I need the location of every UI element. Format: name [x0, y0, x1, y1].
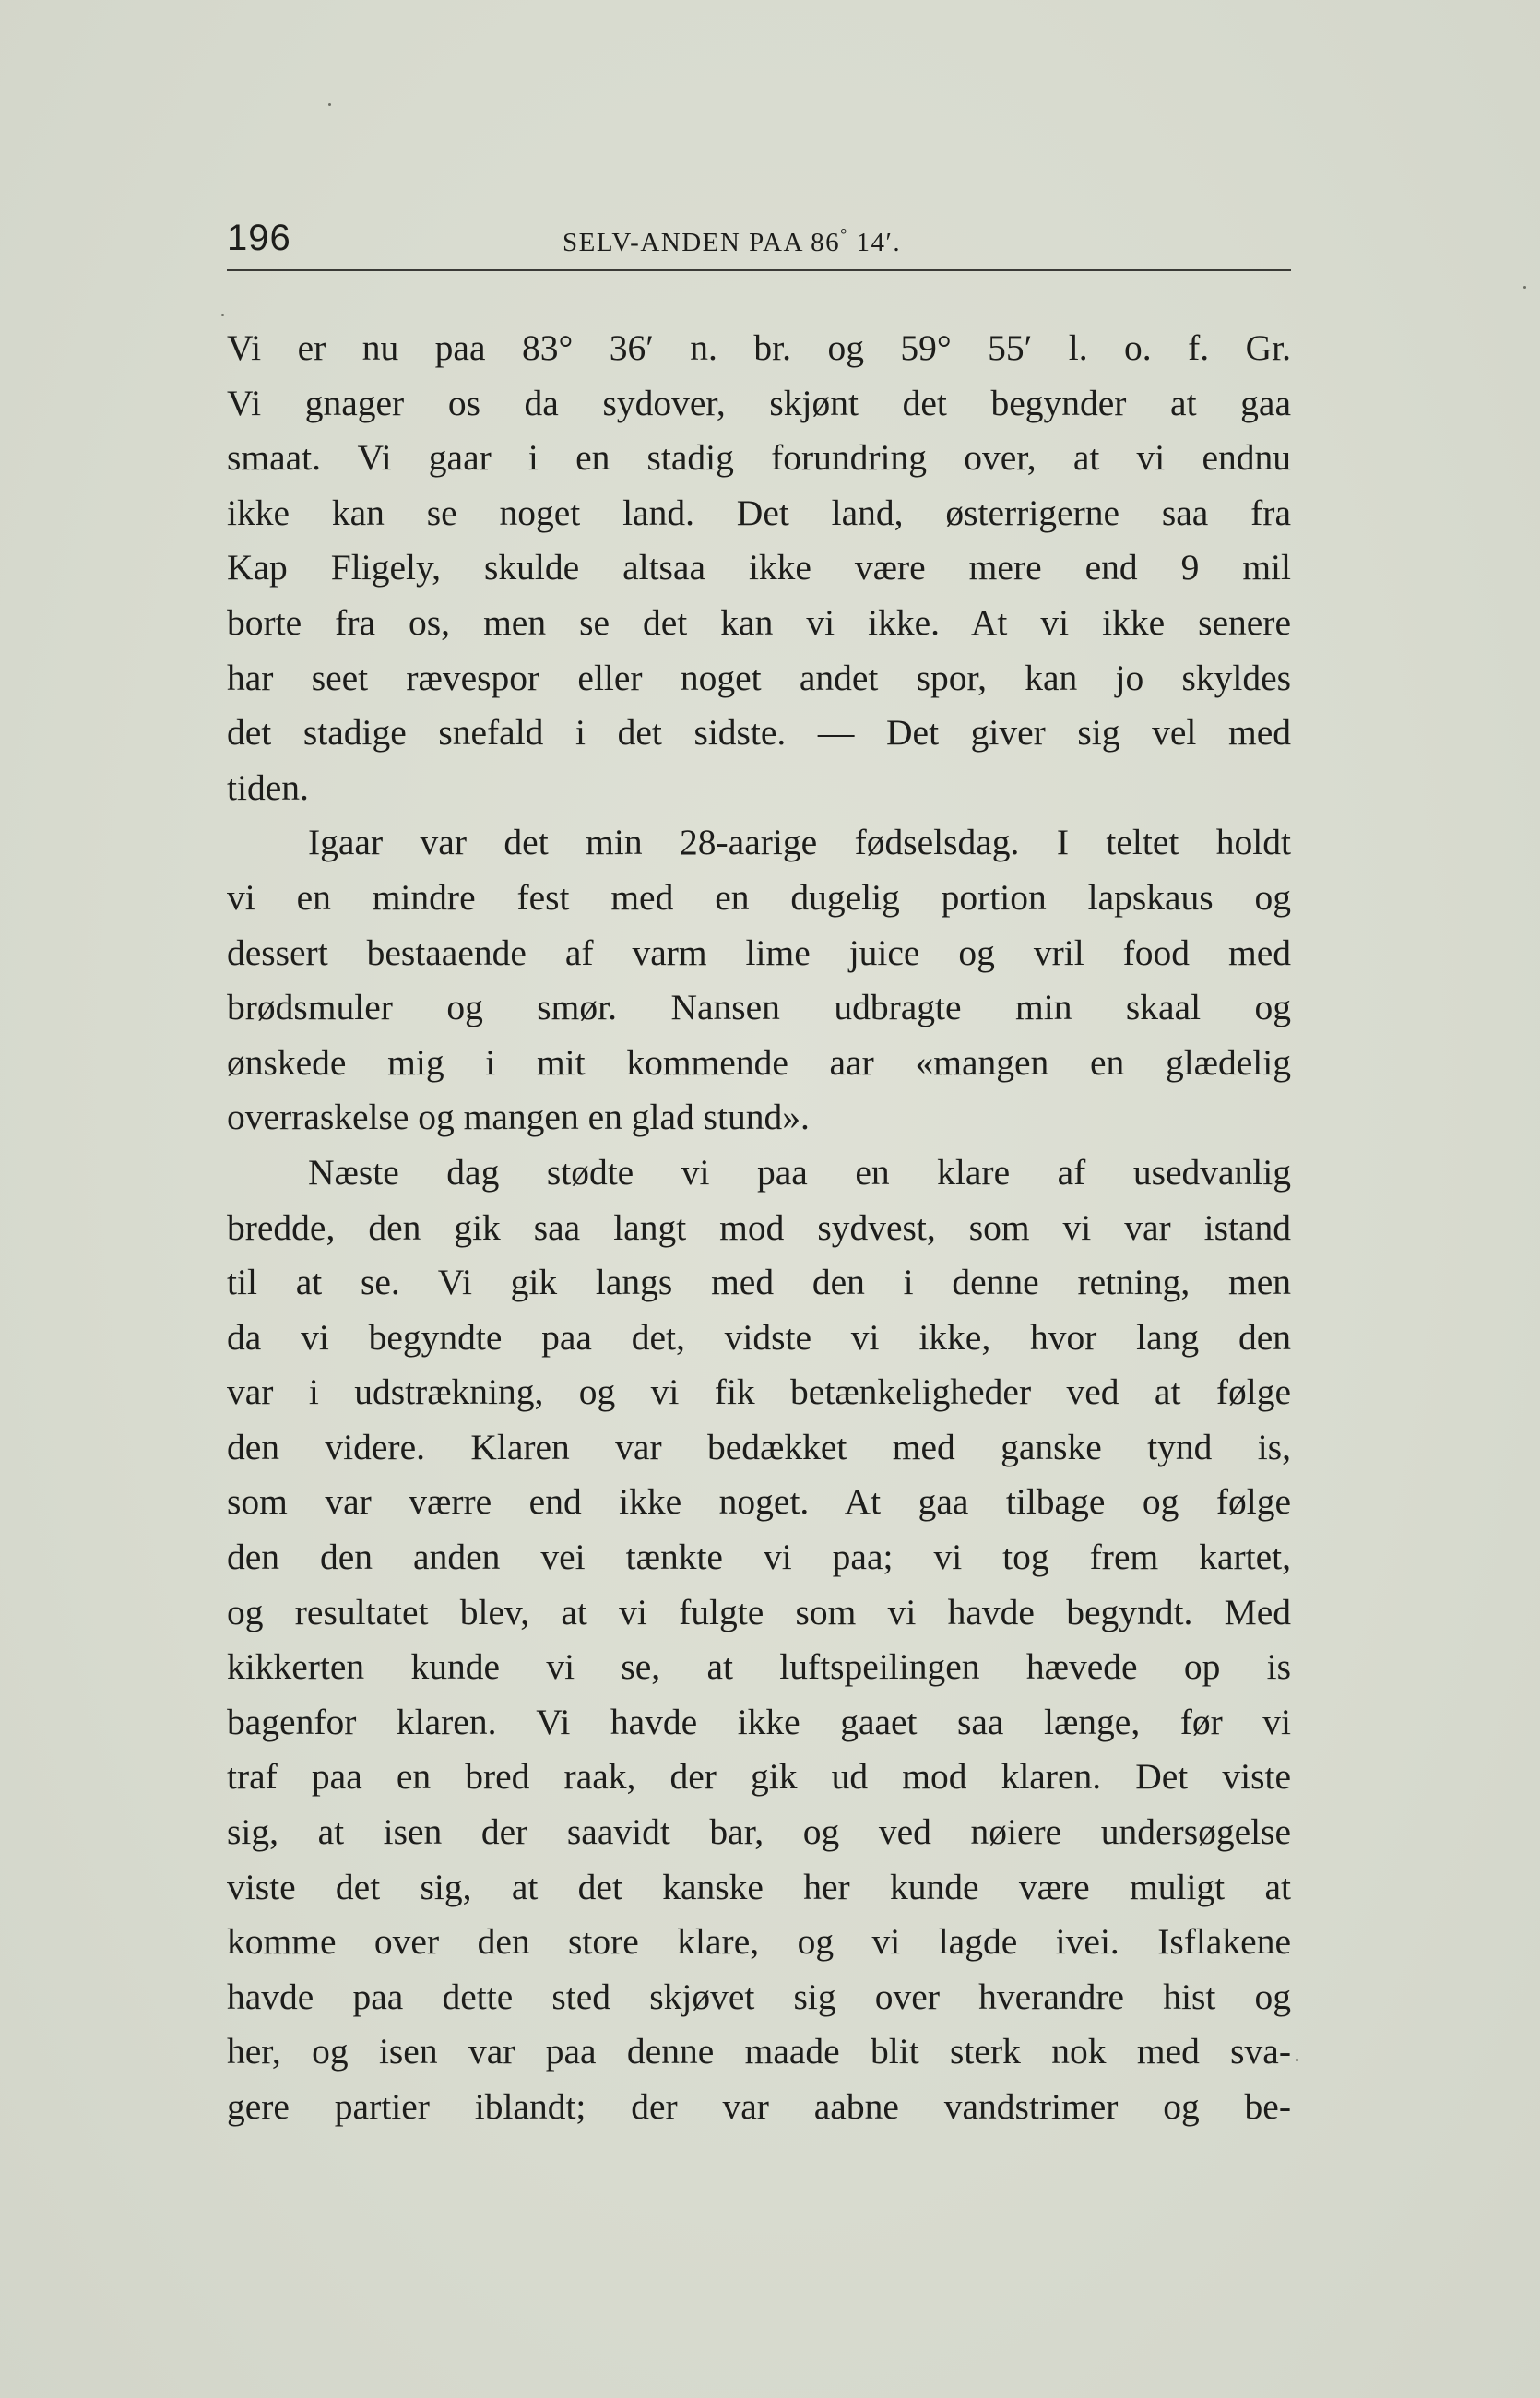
text-line: Næste dag stødte vi paa en klare af usedvanlig	[308, 1151, 1291, 1193]
text-line: har seet rævespor eller noget andet spor, kan jo skyldes	[227, 657, 1291, 698]
text-line: sig, at isen der saavidt bar, og ved nøiere undersøgelse	[227, 1811, 1291, 1853]
running-head-degree: °	[840, 225, 848, 243]
text-line: Vi er nu paa 83° 36′ n. br. og 59° 55′ l. o. f. Gr.	[227, 327, 1291, 368]
header-rule	[227, 269, 1291, 271]
paper-speck	[328, 103, 331, 106]
page-header	[227, 218, 1291, 266]
running-head-minutes: 14′.	[847, 228, 902, 257]
text-line: ikke kan se noget land. Det land, østerrigerne saa fra	[227, 492, 1291, 533]
text-line: dessert bestaaende af varm lime juice og vril food med	[227, 932, 1291, 973]
text-line: havde paa dette sted skjøvet sig over hverandre hist og	[227, 1976, 1291, 2017]
text-line: Igaar var det min 28-aarige fødselsdag. I teltet holdt	[308, 822, 1291, 863]
text-line: brødsmuler og smør. Nansen udbragte min skaal og	[227, 987, 1291, 1028]
running-head-main: SELV-ANDEN PAA 86	[563, 228, 841, 257]
text-line: var i udstrækning, og vi fik betænkeligheder ved at følge	[227, 1371, 1291, 1413]
text-line: ønskede mig i mit kommende aar «mangen en glædelig	[227, 1041, 1291, 1083]
text-line: borte fra os, men se det kan vi ikke. At vi ikke senere	[227, 601, 1291, 643]
text-line: overraskelse og mangen en glad stund».	[227, 1097, 810, 1138]
text-line: den den anden vei tænkte vi paa; vi tog frem kartet,	[227, 1537, 1291, 1578]
text-line: her, og isen var paa denne maade blit sterk nok med sva-	[227, 2031, 1291, 2072]
text-line: vi en mindre fest med en dugelig portion lapskaus og	[227, 876, 1291, 918]
text-line: til at se. Vi gik langs med den i denne retning, men	[227, 1262, 1291, 1303]
text-line: den videre. Klaren var bedækket med ganske tynd is,	[227, 1426, 1291, 1467]
page-number: 196	[227, 218, 291, 258]
text-line: bagenfor klaren. Vi havde ikke gaaet saa længe, før vi	[227, 1701, 1291, 1742]
text-line: smaat. Vi gaar i en stadig forundring over, at vi endnu	[227, 437, 1291, 479]
running-head	[563, 225, 901, 258]
paper-speck	[221, 314, 224, 316]
text-line: det stadige snefald i det sidste. — Det giver sig vel med	[227, 712, 1291, 754]
body-text	[227, 321, 1291, 2135]
text-line: bredde, den gik saa langt mod sydvest, som vi var istand	[227, 1206, 1291, 1248]
text-line: da vi begyndte paa det, vidste vi ikke, hvor lang den	[227, 1316, 1291, 1358]
text-line: viste det sig, at det kanske her kunde være muligt at	[227, 1866, 1291, 1907]
text-line: kikkerten kunde vi se, at luftspeilingen hævede op is	[227, 1646, 1291, 1688]
text-line: Vi gnager os da sydover, skjønt det begynder at gaa	[227, 382, 1291, 423]
text-line: og resultatet blev, at vi fulgte som vi havde begyndt. Med	[227, 1591, 1291, 1632]
paper-speck	[1296, 2059, 1298, 2061]
paper-speck	[1523, 286, 1526, 289]
text-line: gere partier iblandt; der var aabne vandstrimer og be-	[227, 2086, 1291, 2127]
text-line: som var værre end ikke noget. At gaa tilbage og følge	[227, 1481, 1291, 1523]
text-line: traf paa en bred raak, der gik ud mod klaren. Det viste	[227, 1756, 1291, 1798]
text-line: komme over den store klare, og vi lagde ivei. Isflakene	[227, 1921, 1291, 1963]
text-line: tiden.	[227, 766, 309, 808]
text-line: Kap Fligely, skulde altsaa ikke være mere end 9 mil	[227, 547, 1291, 588]
